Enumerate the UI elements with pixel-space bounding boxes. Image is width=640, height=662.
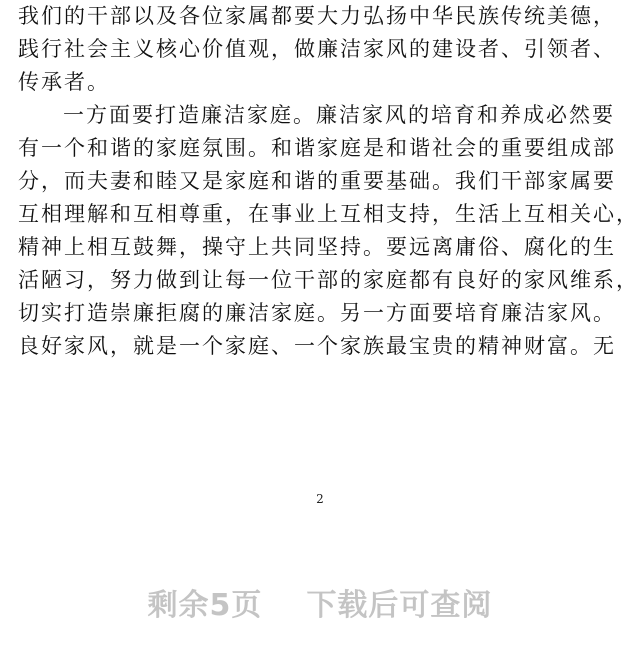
text-line: 切实打造崇廉拒腐的廉洁家庭。另一方面要培育廉洁家风。 [18,301,616,325]
text-line: 良好家风，就是一个家庭、一个家族最宝贵的精神财富。无 [18,334,616,358]
document-body [18,0,639,363]
download-prompt-label[interactable]: 下载后可查阅 [306,588,493,623]
text-line: 分，而夫妻和睦又是家庭和谐的重要基础。我们干部家属要 [18,169,616,193]
text-line: 践行社会主义核心价值观，做廉洁家风的建设者、引领者、 [18,37,616,61]
text-line: 互相理解和互相尊重，在事业上互相支持，生活上互相关心， [18,202,639,226]
paragraph-first-line: 一方面要打造廉洁家庭。廉洁家风的培育和养成必然要 [63,103,615,127]
text-line: 有一个和谐的家庭氛围。和谐家庭是和谐社会的重要组成部 [18,136,616,160]
remaining-pages-label[interactable]: 剩余5页 [147,588,263,623]
page-number: 2 [316,492,324,506]
text-line: 活陋习，努力做到让每一位干部的家庭都有良好的家风维系， [18,268,639,292]
remaining-pages-banner[interactable] [0,580,640,624]
text-line: 传承者。 [18,70,110,94]
text-line: 我们的干部以及各位家属都要大力弘扬中华民族传统美德， [18,4,616,28]
text-line: 精神上相互鼓舞，操守上共同坚持。要远离庸俗、腐化的生 [18,235,616,259]
